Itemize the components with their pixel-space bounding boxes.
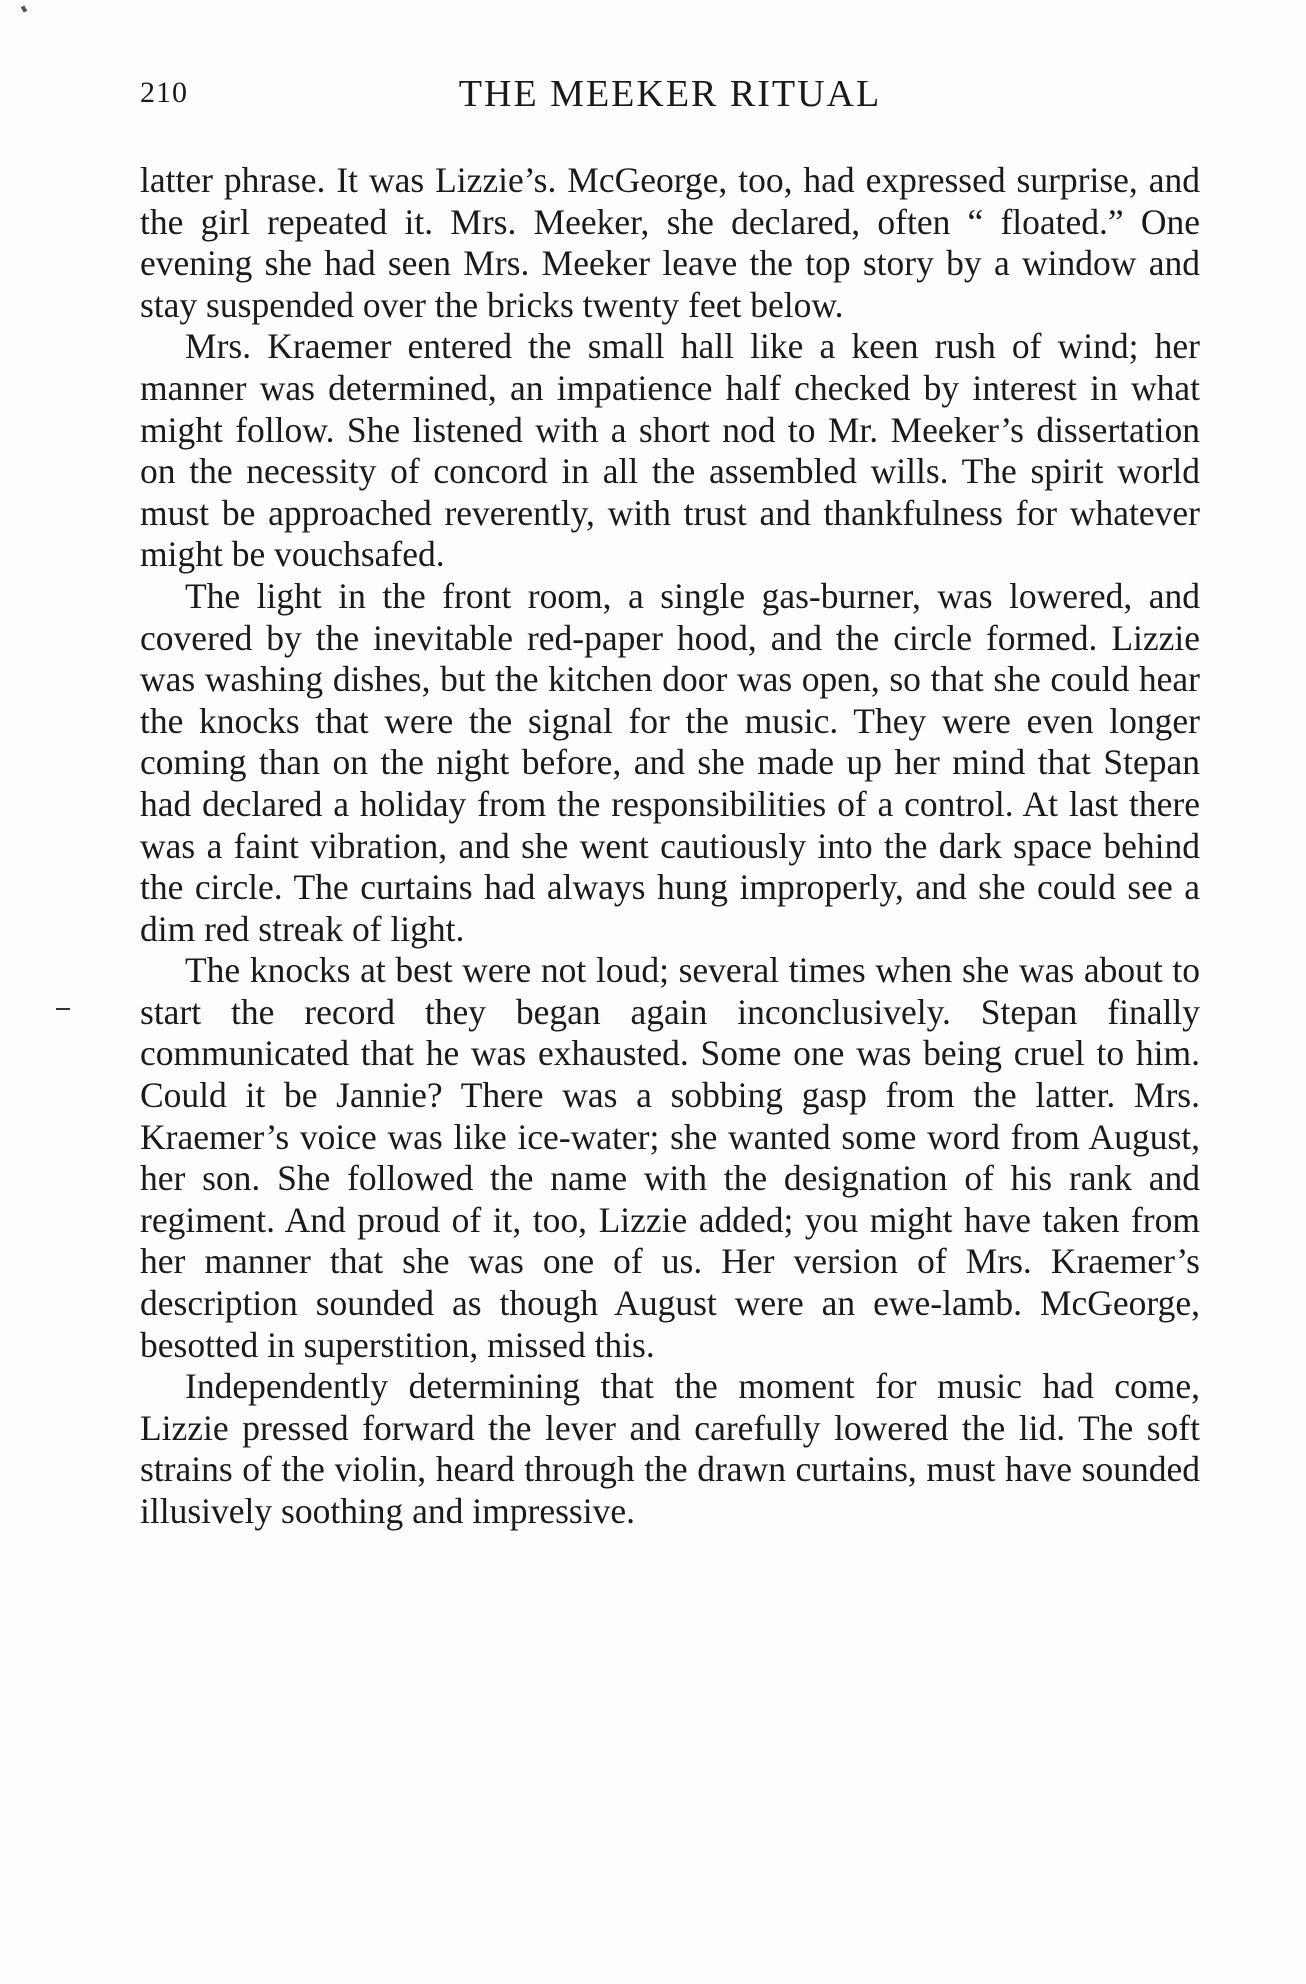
page-number: 210 [140,76,188,109]
running-title: THE MEEKER RITUAL [458,73,882,115]
page-header [140,72,1200,122]
paragraph-1: latter phrase. It was Lizzie’s. McGeorge, too, had expressed surprise, and the girl repeated it. Mrs. Meeker, she declared, often “ floated.” One evening she had seen Mrs. Meeker leave the top story by a window and stay suspended over the bricks twenty feet below. [140,160,1200,325]
scan-speck-mark [21,5,27,12]
margin-dash-mark [56,1008,70,1010]
paragraph-5: Independently determining that the moment for music had come, Lizzie pressed forward the lever and carefully lowered the lid. The soft strains of the violin, heard through the drawn curtains, must have sounded illusively soothing and impressive. [140,1366,1200,1531]
body-text [140,160,1200,1533]
paragraph-4: The knocks at best were not loud; several times when she was about to start the record they began again inconclusively. Stepan finally communicated that he was exhausted. Some one was being cruel to him. Could it be Jannie? There was a sobbing gasp from the latter. Mrs. Kraemer’s voice was like ice-water; she wanted some word from August, her son. She followed the name with the designation of his rank and regiment. And proud of it, too, Lizzie added; you might have taken from her manner that she was one of us. Her version of Mrs. Kraemer’s description sounded as though August were an ewe-lamb. McGeorge, besotted in superstition, missed this. [140,950,1200,1365]
paragraph-3: The light in the front room, a single gas-burner, was lowered, and covered by the inevitable red-paper hood, and the circle formed. Lizzie was washing dishes, but the kitchen door was open, so that she could hear the knocks that were the signal for the music. They were even longer coming than on the night before, and she made up her mind that Stepan had declared a holiday from the responsibilities of a control. At last there was a faint vibration, and she went cautiously into the dark space behind the circle. The curtains had always hung improperly, and she could see a dim red streak of light. [140,575,1200,949]
paragraph-2: Mrs. Kraemer entered the small hall like a keen rush of wind; her manner was determined, an impatience half checked by interest in what might follow. She listened with a short nod to Mr. Meeker’s dissertation on the necessity of concord in all the assembled wills. The spirit world must be approached reverently, with trust and thankfulness for whatever might be vouchsafed. [140,326,1200,575]
